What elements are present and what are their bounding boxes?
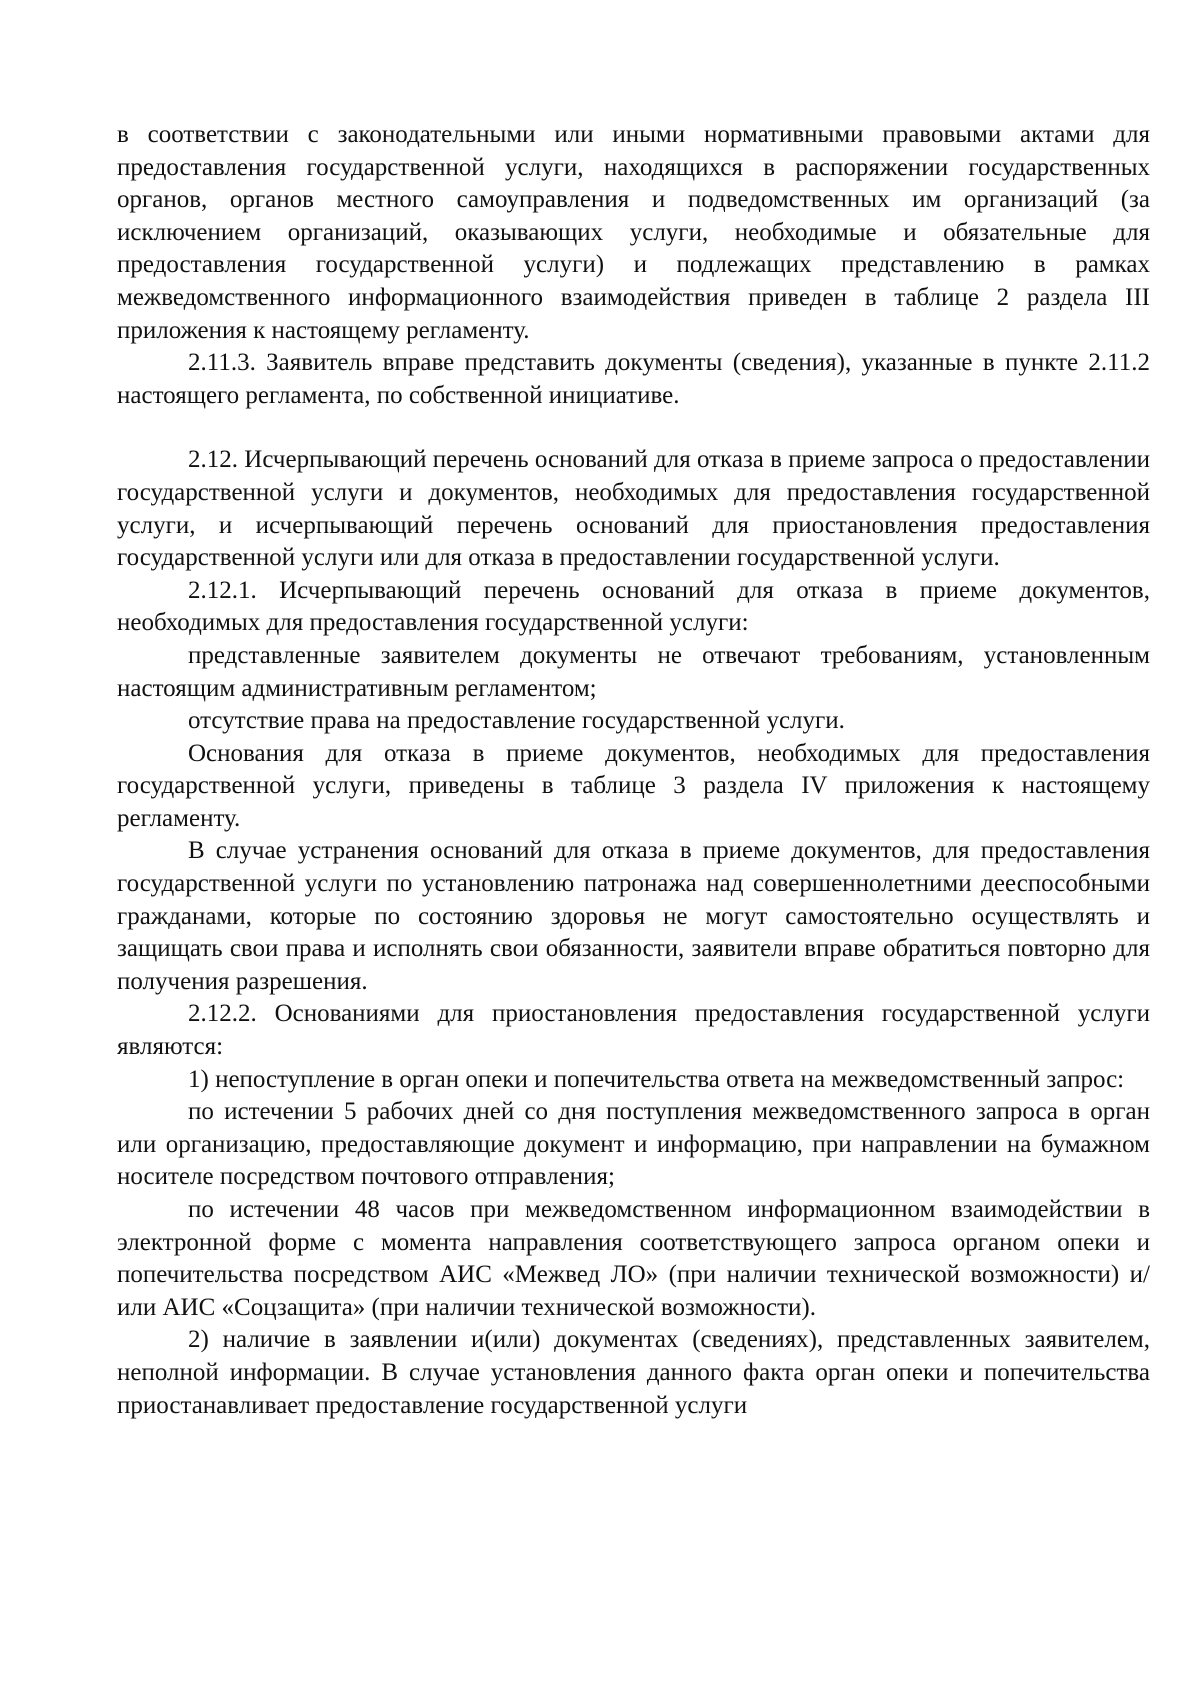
paragraph-2-11-3: 2.11.3. Заявитель вправе представить документы (сведения), указанные в пункте 2.11.2 настоящего регламента, по собственной инициативе. — [117, 349, 1150, 409]
paragraph-documents-not-compliant: представленные заявителем документы не отвечают требованиям, установленным настоящим административным регламентом; — [117, 641, 1150, 702]
paragraph-item-1: 1) непоступление в орган опеки и попечительства ответа на межведомственный запрос: — [188, 1065, 1125, 1093]
paragraph-2-12-2: 2.12.2. Основаниями для приостановления предоставления государственной услуги являются: — [117, 1000, 1150, 1061]
paragraph-5-working-days: по истечении 5 рабочих дней со дня поступления межведомственного запроса в орган или организацию, предоставляющие документ и информацию, при направлении на бумажном носителе посредством почтового отправления; — [117, 1098, 1150, 1191]
paragraph-2-12-1: 2.12.1. Исчерпывающий перечень оснований для отказа в приеме документов, необходимых для предоставления государственной услуги: — [117, 576, 1150, 637]
paragraph-item-2: 2) наличие в заявлении и(или) документах (сведениях), представленных заявителем, неполной информации. В случае установления данного факта орган опеки и попечительства приостанавливает предоставление государственной услуги — [117, 1326, 1150, 1419]
paragraph-documents-list-end: в соответствии с законодательными или иными нормативными правовыми актами для предоставления государственной услуги, находящихся в распоряжении государственных органов, органов местного самоуправления и подведомственных им организаций (за исключением организаций, оказывающих услуги, необходимые и обязательные для предоставления государственной услуги) и подлежащих представлению в рамках межведомственного информационного взаимодействия приведен в таблице 2 раздела III приложения к настоящему регламенту. — [117, 121, 1150, 344]
paragraph-refusal-grounds-table: Основания для отказа в приеме документов, необходимых для предоставления государственной услуги, приведены в таблице 3 раздела IV приложения к настоящему регламенту. — [117, 739, 1150, 832]
paragraph-2-12-heading: 2.12. Исчерпывающий перечень оснований для отказа в приеме запроса о предоставлении государственной услуги и документов, необходимых для предоставления государственной услуги, и исчерпывающий перечень оснований для приостановления предоставления государственной услуги или для отказа в предоставлении государственной услуги. — [117, 446, 1150, 572]
paragraph-reapplication: В случае устранения оснований для отказа в приеме документов, для предоставления государственной услуги по установлению патронажа над совершеннолетними дееспособными гражданами, которые по состоянию здоровья не могут самостоятельно осуществлять и защищать свои права и исполнять свои обязанности, заявители вправе обратиться повторно для получения разрешения. — [117, 837, 1150, 995]
paragraph-48-hours: по истечении 48 часов при межведомственном информационном взаимодействии в электронной форме с момента направления соответствующего запроса органом опеки и попечительства посредством АИС «Межвед ЛО» (при наличии технической возможности) и/или АИС «Соцзащита» (при наличии технической возможности). — [117, 1196, 1150, 1321]
paragraph-no-right: отсутствие права на предоставление государственной услуги. — [188, 707, 845, 735]
document-page — [117, 119, 1150, 1422]
